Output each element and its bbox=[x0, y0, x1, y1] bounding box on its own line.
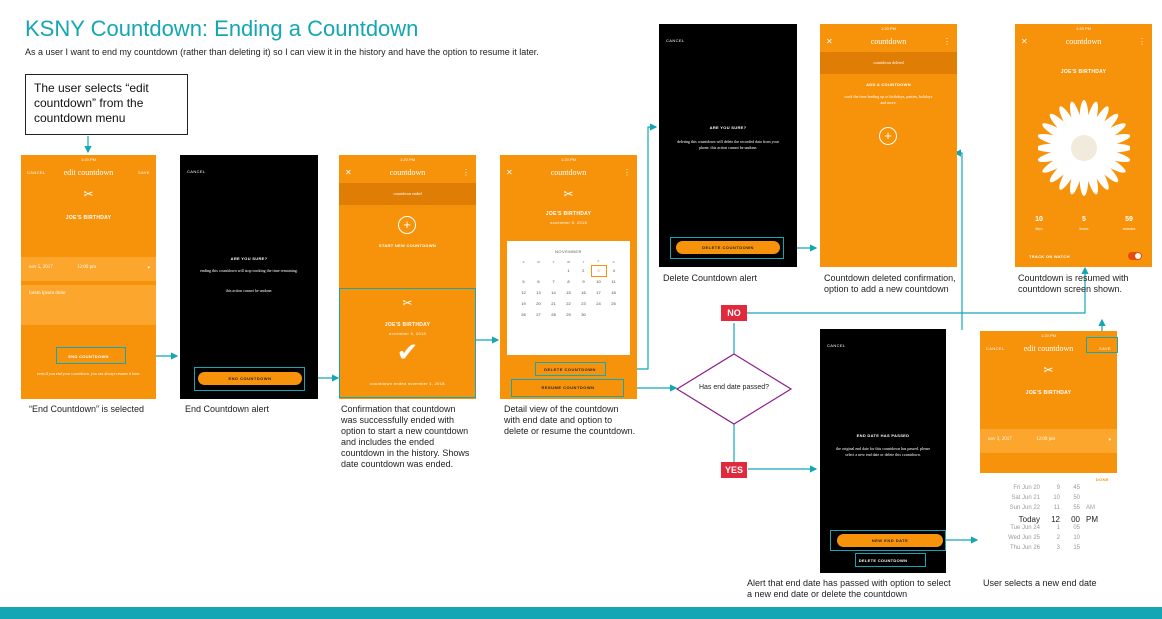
calendar-month: NOVEMBER bbox=[555, 249, 582, 254]
screen-countdown-deleted bbox=[820, 24, 957, 267]
weekday-label: S bbox=[522, 259, 525, 264]
status-bar: 1:20 PM bbox=[1076, 26, 1091, 31]
caption-screen2: End Countdown alert bbox=[185, 404, 270, 414]
status-bar: 1:20 PM bbox=[881, 26, 896, 31]
highlight-end-button bbox=[194, 367, 305, 391]
stat-unit: hours bbox=[1079, 226, 1089, 231]
caption-screen8: Alert that end date has passed with option to select a new end date or delete the countdown bbox=[747, 578, 951, 599]
page-subtitle: As a user I want to end my countdown (rather than deleting it) so I can view it in the history and have the option to resume it later. bbox=[25, 47, 539, 57]
screen-delete-alert bbox=[659, 24, 797, 267]
close-icon[interactable]: ✕ bbox=[345, 168, 352, 177]
caption-screen4: Detail view of the countdown with end date and option to delete or resume the countdown. bbox=[504, 404, 636, 436]
screen-countdown-resumed bbox=[1015, 24, 1152, 267]
nav-bar bbox=[339, 164, 476, 182]
weekday-label: M bbox=[537, 259, 540, 264]
picker-row[interactable]: Fri Jun 20 9 45 bbox=[1013, 485, 1080, 491]
countdown-name: JOE'S BIRTHDAY bbox=[65, 215, 112, 221]
stat-hours bbox=[1064, 216, 1104, 231]
close-icon[interactable]: ✕ bbox=[1021, 37, 1028, 46]
calendar-day[interactable]: 9 bbox=[582, 279, 585, 284]
picker-row[interactable]: Thu Jun 26 3 15 bbox=[1009, 545, 1080, 551]
new-end-date-button[interactable]: NEW END DATE bbox=[837, 534, 943, 547]
more-icon[interactable]: ⋮ bbox=[1138, 37, 1146, 46]
date-row[interactable]: nov 5, 2017 12:00 pm ▾ bbox=[21, 257, 156, 281]
weekday-label: S bbox=[612, 259, 615, 264]
screen-title: edit countdown bbox=[1023, 344, 1074, 353]
calendar-day[interactable]: 4 bbox=[612, 268, 615, 273]
footer-band bbox=[0, 607, 1162, 619]
calendar-grid bbox=[516, 258, 621, 320]
calendar-day[interactable]: 24 bbox=[596, 301, 601, 306]
nav-bar bbox=[820, 33, 957, 51]
alert-heading: ARE YOU SURE? bbox=[709, 125, 747, 130]
stat-unit: days bbox=[1035, 226, 1043, 231]
calendar-day[interactable]: 25 bbox=[611, 301, 616, 306]
page-title: KSNY Countdown: Ending a Countdown bbox=[25, 16, 419, 41]
nav-bar bbox=[21, 164, 156, 182]
countdown-name: JOE'S BIRTHDAY bbox=[545, 211, 592, 217]
caption-screen1: “End Countdown” is selected bbox=[29, 404, 145, 414]
calendar-day[interactable]: 18 bbox=[611, 290, 616, 295]
decision-label: Has end date passed? bbox=[698, 384, 770, 391]
add-icon[interactable]: + bbox=[398, 216, 416, 234]
calendar-empty bbox=[591, 309, 606, 320]
highlight-end-countdown bbox=[56, 347, 126, 364]
highlight-resume bbox=[511, 379, 624, 397]
calendar-day[interactable]: 1 bbox=[567, 268, 570, 273]
calendar-day[interactable]: 22 bbox=[566, 301, 571, 306]
close-icon[interactable]: ✕ bbox=[506, 168, 513, 177]
calendar-day[interactable]: 15 bbox=[566, 290, 571, 295]
calendar-empty bbox=[546, 265, 561, 276]
highlight-delete-button bbox=[670, 237, 784, 259]
weekday-label: T bbox=[552, 259, 555, 264]
caption-screen6: Countdown deleted confirmation, option to add a new countdown bbox=[824, 273, 956, 294]
delete-countdown-button[interactable]: DELETE COUNTDOWN bbox=[676, 241, 780, 254]
stat-value: 59 bbox=[1125, 216, 1133, 223]
caption-screen9: User selects a new end date bbox=[983, 578, 1097, 588]
countdown-date: november 5, 2018 bbox=[549, 220, 588, 225]
date-row[interactable]: nov 3, 2017 12:00 pm ▾ bbox=[980, 429, 1117, 453]
countdown-name: JOE'S BIRTHDAY bbox=[384, 322, 431, 328]
calendar-day[interactable]: 20 bbox=[536, 301, 541, 306]
deleted-banner: countdown deleted bbox=[820, 52, 957, 74]
delete-countdown-button[interactable]: DELETE COUNTDOWN bbox=[540, 365, 600, 374]
callout-box: The user selects “edit countdown” from the countdown menu bbox=[25, 74, 188, 135]
countdown-name: JOE'S BIRTHDAY bbox=[1025, 390, 1072, 396]
highlight-save bbox=[1086, 337, 1118, 353]
end-countdown-button[interactable]: END COUNTDOWN bbox=[198, 372, 302, 385]
weekday-label: F bbox=[597, 259, 600, 264]
ended-banner: countdown ended bbox=[339, 183, 476, 205]
stat-value: 10 bbox=[1035, 216, 1043, 223]
alert-heading: ARE YOU SURE? bbox=[230, 256, 268, 261]
scissors-icon: ✂ bbox=[83, 187, 94, 201]
caption-screen7: Countdown is resumed with countdown screen shown. bbox=[1018, 273, 1129, 294]
highlight-ended-card bbox=[339, 288, 476, 398]
calendar-day[interactable]: 28 bbox=[551, 312, 556, 317]
ended-date: countdown ended november 1, 2018 bbox=[370, 381, 445, 386]
calendar-empty bbox=[531, 265, 546, 276]
cancel-button[interactable]: CANCEL bbox=[187, 169, 206, 174]
done-button[interactable]: DONE bbox=[1095, 477, 1109, 482]
calendar-day[interactable]: 30 bbox=[581, 312, 586, 317]
delete-countdown-link[interactable]: DELETE COUNTDOWN bbox=[858, 558, 908, 563]
calendar-day[interactable]: 21 bbox=[551, 301, 556, 306]
scissors-icon: ✂ bbox=[563, 187, 574, 201]
screen-title: countdown bbox=[550, 168, 587, 177]
add-countdown-body: track the time leading up to birthdays, parties, holidays and more. bbox=[844, 94, 933, 105]
add-countdown-heading: ADD A COUNTDOWN bbox=[866, 82, 911, 87]
chevron-down-icon: ▾ bbox=[1108, 438, 1111, 443]
add-icon[interactable]: + bbox=[879, 127, 897, 145]
calendar-day[interactable]: 7 bbox=[552, 279, 555, 284]
more-icon[interactable]: ⋮ bbox=[943, 37, 951, 46]
note-field[interactable]: lorem ipsum dolor bbox=[21, 285, 156, 325]
alert-body: ending this countdown will stop tracking the time remaining. bbox=[200, 268, 298, 273]
stat-unit: minutes bbox=[1122, 226, 1136, 231]
status-bar: 1:20 PM bbox=[400, 157, 415, 162]
scissors-icon: ✂ bbox=[1043, 363, 1054, 377]
screen-select-end-date bbox=[980, 331, 1117, 575]
calendar-day[interactable]: 29 bbox=[566, 312, 571, 317]
footnote: even if you end your countdown, you can always resume it later. bbox=[36, 371, 141, 376]
calendar-day[interactable]: 2 bbox=[582, 268, 585, 273]
screen-title: countdown bbox=[1065, 37, 1102, 46]
highlight-delete-link bbox=[855, 553, 926, 567]
calendar-day[interactable]: 10 bbox=[596, 279, 601, 285]
calendar-day[interactable]: 14 bbox=[551, 290, 556, 295]
caption-screen3: Confirmation that countdown was successfully ended with option to start a new countdown and includes the ended countdown in the history. Shows date countdown was ended. bbox=[341, 404, 470, 469]
status-bar: 1:20 PM bbox=[561, 157, 576, 162]
picker-row[interactable]: Sun Jun 22 11 55 AM bbox=[1009, 505, 1095, 511]
screen-title: countdown bbox=[870, 37, 907, 46]
weekday-label: W bbox=[567, 259, 570, 264]
alert-body: the original end date for this countdown has passed. please select a new end date or delete this countdown. bbox=[836, 446, 930, 457]
save-button[interactable]: SAVE bbox=[1099, 346, 1111, 351]
calendar-day[interactable]: 8 bbox=[567, 279, 570, 284]
start-new-countdown-link[interactable]: START NEW COUNTDOWN bbox=[378, 243, 437, 248]
countdown-name: JOE'S BIRTHDAY bbox=[1060, 69, 1107, 75]
more-icon[interactable]: ⋮ bbox=[462, 168, 470, 177]
scissors-icon: ✂ bbox=[402, 296, 413, 310]
status-bar: 1:20 PM bbox=[1041, 333, 1056, 338]
calendar-day[interactable]: 3 bbox=[591, 265, 606, 276]
yes-tag: YES bbox=[721, 462, 747, 478]
highlight-delete bbox=[535, 362, 606, 376]
screen-title: countdown bbox=[389, 168, 426, 177]
status-bar: 1:20 PM bbox=[81, 157, 96, 162]
calendar-day[interactable]: 13 bbox=[536, 290, 541, 295]
close-icon[interactable]: ✕ bbox=[826, 37, 833, 46]
daisy-icon bbox=[1038, 84, 1130, 212]
alert-heading: END DATE HAS PASSED bbox=[856, 433, 910, 438]
calendar-day[interactable]: 11 bbox=[611, 279, 616, 284]
nav-bar bbox=[500, 164, 637, 182]
stat-value: 5 bbox=[1082, 216, 1086, 223]
no-tag: NO bbox=[721, 305, 747, 321]
alert-body: deleting this countdown will delete the recorded data from your phone. this action cannot be undone. bbox=[677, 139, 779, 150]
cancel-button[interactable]: CANCEL bbox=[827, 343, 846, 348]
end-countdown-link[interactable]: END COUNTDOWN bbox=[68, 354, 109, 359]
stat-minutes bbox=[1109, 216, 1149, 231]
cancel-button[interactable]: CANCEL bbox=[666, 38, 685, 43]
cancel-button[interactable]: CANCEL bbox=[986, 346, 1005, 351]
calendar-day[interactable]: 17 bbox=[596, 290, 601, 295]
save-button[interactable]: SAVE bbox=[138, 170, 150, 175]
calendar-day[interactable]: 5 bbox=[522, 279, 525, 284]
picker-row[interactable]: Wed Jun 25 2 10 bbox=[1008, 535, 1080, 541]
more-icon[interactable]: ⋮ bbox=[623, 168, 631, 177]
chevron-down-icon: ▾ bbox=[147, 266, 150, 271]
stats-row bbox=[1015, 216, 1152, 236]
resume-countdown-button[interactable]: RESUME COUNTDOWN bbox=[516, 382, 620, 393]
stat-days bbox=[1019, 216, 1059, 231]
calendar-day[interactable]: 23 bbox=[581, 301, 586, 306]
calendar-day[interactable]: 6 bbox=[537, 279, 540, 284]
checkmark-icon: ✔ bbox=[396, 338, 419, 368]
track-on-watch-label: TRACK ON WATCH bbox=[1029, 254, 1070, 259]
weekday-label: T bbox=[582, 259, 585, 264]
calendar-day[interactable]: 27 bbox=[536, 312, 541, 317]
highlight-new-date bbox=[830, 530, 946, 551]
watch-toggle[interactable] bbox=[1128, 252, 1142, 260]
picker-row-selected[interactable]: Today 12 00 PM bbox=[1018, 515, 1098, 524]
cancel-button[interactable]: CANCEL bbox=[27, 170, 46, 175]
calendar-day[interactable]: 26 bbox=[521, 312, 526, 317]
picker-row[interactable]: Sat Jun 21 10 50 bbox=[1011, 495, 1080, 501]
screen-end-alert bbox=[180, 155, 318, 399]
countdown-date: november 5, 2018 bbox=[388, 331, 427, 336]
calendar-empty bbox=[606, 309, 621, 320]
calendar-empty bbox=[516, 265, 531, 276]
picker-row[interactable]: Tue Jun 24 1 05 bbox=[1010, 525, 1080, 531]
caption-screen5: Delete Countdown alert bbox=[663, 273, 758, 283]
date-picker[interactable] bbox=[980, 473, 1117, 575]
calendar-day[interactable]: 16 bbox=[581, 290, 586, 295]
calendar bbox=[507, 241, 630, 355]
alert-body-2: this action cannot be undone. bbox=[225, 288, 273, 293]
calendar-day[interactable]: 19 bbox=[521, 301, 526, 306]
screen-title: edit countdown bbox=[63, 168, 114, 177]
nav-bar bbox=[1015, 33, 1152, 51]
calendar-day[interactable]: 12 bbox=[521, 290, 526, 295]
